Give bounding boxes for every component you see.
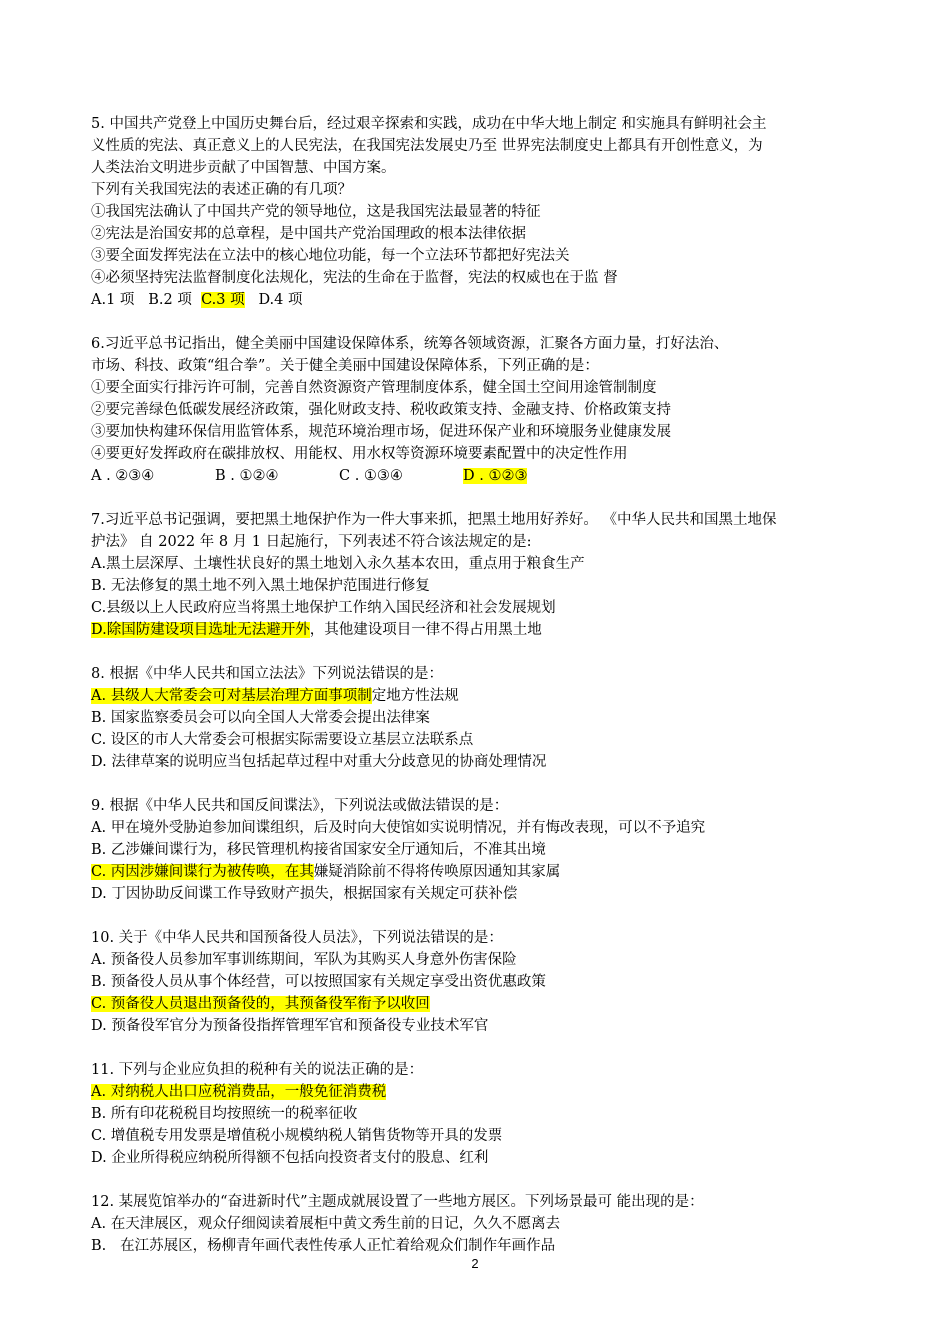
answer-highlight: A. 对纳税人出口应税消费品，一般免征消费税: [91, 1084, 387, 1100]
option-b: B.2 项: [148, 292, 192, 308]
statement: ②要完善绿色低碳发展经济政策，强化财政支持、税收政策支持、金融支持、价格政策支持: [91, 402, 671, 418]
answer-highlight: C. 丙因涉嫌间谍行为被传唤，在其: [91, 864, 314, 880]
option-b: B . ①②④: [215, 468, 279, 484]
statement: ③要加快构建环保信用监管体系，规范环境治理市场，促进环保产业和环境服务业健康发展: [91, 424, 671, 440]
option-b: B. 在江苏展区，杨柳青年画代表性传承人正忙着给观众们制作年画作品: [91, 1238, 556, 1254]
question-stem: 11. 下列与企业应负担的税种有关的说法正确的是：: [91, 1062, 424, 1078]
question-7: [91, 509, 891, 641]
option-b: B. 预备役人员从事个体经营，可以按照国家有关规定享受出资优惠政策: [91, 974, 546, 990]
option-a: A. 预备役人员参加军事训练期间，军队为其购买人身意外伤害保险: [91, 952, 517, 968]
option-a: [91, 685, 891, 707]
question-stem: 护法》 自 2022 年 8 月 1 日起施行，下列表述不符合该法规定的是:: [91, 534, 532, 550]
option-a: A. 在天津展区，观众仔细阅读着展柜中黄文秀生前的日记，久久不愿离去: [91, 1216, 561, 1232]
option-d: D.4 项: [258, 292, 303, 308]
option-b: B. 无法修复的黑土地不列入黑土地保护范围进行修复: [91, 578, 430, 594]
statement: ①要全面实行排污许可制，完善自然资源资产管理制度体系，健全国土空间用途管制制度: [91, 380, 657, 396]
page-number: 2: [471, 1256, 479, 1271]
question-stem: 下列有关我国宪法的表述正确的有几项？: [91, 182, 352, 198]
question-8: [91, 663, 891, 773]
option-a: A . ②③④: [91, 468, 155, 484]
option-text: ，其他建设项目一律不得占用黑土地: [309, 622, 542, 638]
question-12: [91, 1191, 891, 1257]
option-d-answer: D . ①②③: [463, 468, 528, 484]
option-c: C.县级以上人民政府应当将黑土地保护工作纳入国民经济和社会发展规划: [91, 600, 556, 616]
options-row: [91, 465, 891, 487]
option-d: D. 丁因协助反间谍工作导致财产损失，根据国家有关规定可获补偿: [91, 886, 518, 902]
answer-highlight: D.除国防建设项目选址无法避开外: [91, 622, 310, 638]
statement: ③要全面发挥宪法在立法中的核心地位功能，每一个立法环节都把好宪法关: [91, 248, 570, 264]
question-stem: 5. 中国共产党登上中国历史舞台后，经过艰辛探索和实践，成功在中华大地上制定 和实施具有鲜明社会主: [91, 116, 767, 132]
option-c-answer: C.3 项: [201, 292, 245, 308]
question-stem: 6.习近平总书记指出，健全美丽中国建设保障体系，统筹各领域资源，汇聚各方面力量，打好法治、: [91, 336, 729, 352]
option-a: A. 甲在境外受胁迫参加间谍组织，后及时向大使馆如实说明情况，并有悔改表现，可以不予追究: [91, 820, 706, 836]
answer-highlight: A. 县级人大常委会可对基层治理方面事项制: [91, 688, 372, 704]
option-d: D. 预备役军官分为预备役指挥管理军官和预备役专业技术军官: [91, 1018, 489, 1034]
option-c: [91, 993, 891, 1015]
question-stem: 义性质的宪法、真正意义上的人民宪法，在我国宪法发展史乃至 世界宪法制度史上都具有开创性意义，为: [91, 138, 763, 154]
statement: ①我国宪法确认了中国共产党的领导地位，这是我国宪法最显著的特征: [91, 204, 541, 220]
question-9: [91, 795, 891, 905]
question-stem: 市场、科技、政策“组合拳”。关于健全美丽中国建设保障体系，下列正确的是：: [91, 358, 599, 374]
option-a: [91, 1081, 891, 1103]
question-stem: 12. 某展览馆举办的“奋进新时代”主题成就展设置了一些地方展区。下列场景最可 能出现的是：: [91, 1194, 704, 1210]
option-c: C. 设区的市人大常委会可根据实际需要设立基层立法联系点: [91, 732, 474, 748]
question-stem: 9. 根据《中华人民共和国反间谍法》，下列说法或做法错误的是：: [91, 798, 509, 814]
option-c: C. 增值税专用发票是增值税小规模纳税人销售货物等开具的发票: [91, 1128, 503, 1144]
answer-highlight: C. 预备役人员退出预备役的，其预备役军衔予以收回: [91, 996, 430, 1012]
question-stem: 人类法治文明进步贡献了中国智慧、中国方案。: [91, 160, 396, 176]
option-text: 定地方性法规: [371, 688, 459, 704]
question-stem: 7.习近平总书记强调，要把黑土地保护作为一件大事来抓，把黑土地用好养好。 《中华人民共和国黑土地保: [91, 512, 777, 528]
statement: ④要更好发挥政府在碳排放权、用能权、用水权等资源环境要素配置中的决定性作用: [91, 446, 628, 462]
option-a: A.黑土层深厚、土壤性状良好的黑土地划入永久基本农田，重点用于粮食生产: [91, 556, 585, 572]
question-6: [91, 333, 891, 487]
question-stem: 8. 根据《中华人民共和国立法法》下列说法错误的是：: [91, 666, 443, 682]
option-c: [91, 861, 891, 883]
question-stem: 10. 关于《中华人民共和国预备役人员法》，下列说法错误的是：: [91, 930, 503, 946]
option-d: D. 企业所得税应纳税所得额不包括向投资者支付的股息、红利: [91, 1150, 489, 1166]
option-c: C . ①③④: [339, 468, 403, 484]
statement: ②宪法是治国安邦的总章程，是中国共产党治国理政的根本法律依据: [91, 226, 526, 242]
question-11: [91, 1059, 891, 1169]
option-text: 嫌疑消除前不得将传唤原因通知其家属: [313, 864, 561, 880]
question-10: [91, 927, 891, 1037]
option-a: A.1 项: [91, 292, 135, 308]
option-b: B. 乙涉嫌间谍行为，移民管理机构接省国家安全厅通知后，不准其出境: [91, 842, 546, 858]
option-d: [91, 619, 891, 641]
question-5: [91, 113, 891, 311]
document-body: [91, 113, 891, 1279]
statement: ④必须坚持宪法监督制度化法规化，宪法的生命在于监督，宪法的权威也在于监 督: [91, 270, 618, 286]
option-b: B. 所有印花税税目均按照统一的税率征收: [91, 1106, 358, 1122]
options-row: [91, 289, 891, 311]
option-b: B. 国家监察委员会可以向全国人大常委会提出法律案: [91, 710, 430, 726]
option-d: D. 法律草案的说明应当包括起草过程中对重大分歧意见的协商处理情况: [91, 754, 547, 770]
